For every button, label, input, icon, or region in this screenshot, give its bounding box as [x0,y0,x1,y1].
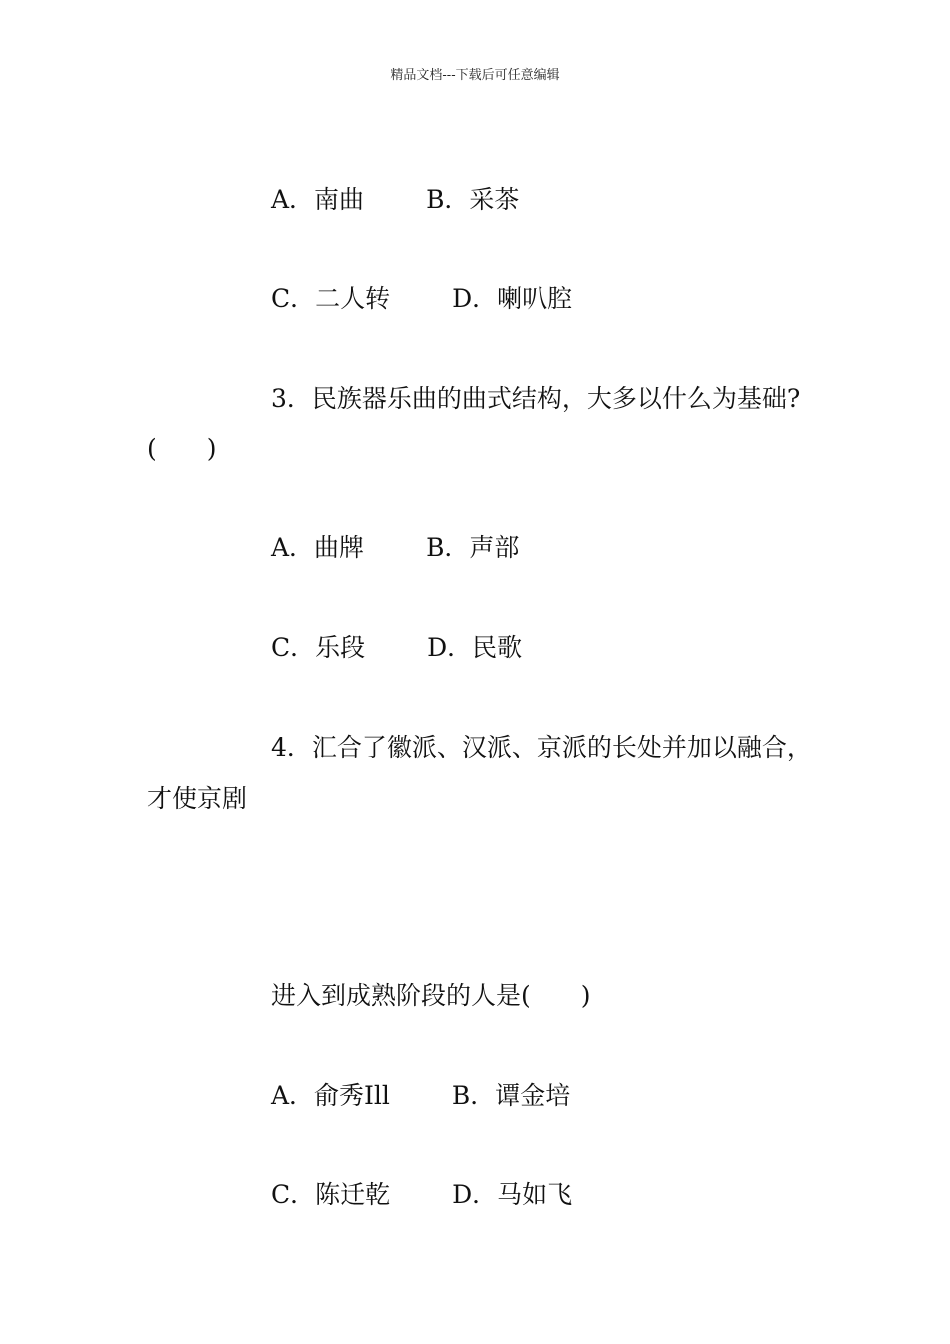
q4-options-row2 [271,1182,572,1207]
q4-option-b[interactable]: B．谭金培 [451,1081,571,1110]
q4-option-d[interactable]: D．马如飞 [452,1180,573,1209]
q3-options-row2 [271,635,522,660]
q4-option-a[interactable]: A．俞秀Ill [271,1081,390,1110]
q3-option-b[interactable]: B．声部 [426,533,520,562]
q3-option-a[interactable]: A．曲牌 [271,533,365,562]
q3-options-row1 [271,535,519,560]
q3-option-c[interactable]: C．乐段 [271,633,366,662]
q2-option-d[interactable]: D．喇叭腔 [452,284,573,313]
q2-options-row1 [271,187,519,212]
q4-stem-line1: 4．汇合了徽派、汉派、京派的长处并加以融合， [271,733,812,762]
q2-options-row2 [271,286,572,311]
q3-option-d[interactable]: D．民歌 [427,633,523,662]
q2-option-c[interactable]: C．二人转 [271,284,391,313]
q2-option-a[interactable]: A．南曲 [271,185,365,214]
q4-options-row1 [271,1083,570,1108]
q3-stem: 3．民族器乐曲的曲式结构，大多以什么为基础? [271,384,801,413]
page-header: 精品文档---下载后可任意编辑 [390,68,560,83]
q3-answer-blank: ( ) [147,434,217,463]
q4-stem-line2: 才使京剧 [147,784,248,813]
q4-stem-line3: 进入到成熟阶段的人是( ) [271,981,591,1010]
q2-option-b[interactable]: B．采茶 [426,185,520,214]
q4-option-c[interactable]: C．陈迁乾 [271,1180,391,1209]
